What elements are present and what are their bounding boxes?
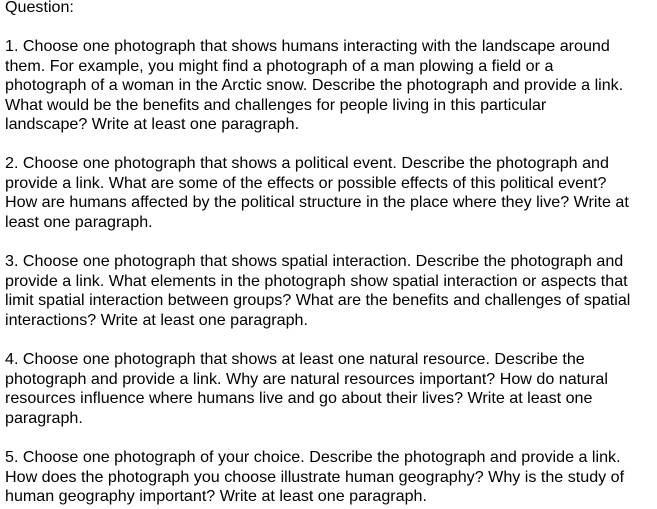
question-line: resources influence where humans live and go about their lives? Write at least one xyxy=(5,389,593,407)
question-line: 1. Choose one photograph that shows humans interacting with the landscape around xyxy=(5,37,610,55)
question-line: them. For example, you might find a photograph of a man plowing a field or a xyxy=(5,56,554,75)
question-line: What would be the benefits and challenges for people living in this particular xyxy=(5,95,547,114)
question-item-5 xyxy=(5,448,657,507)
question-line: How does the photograph you choose illustrate human geography? Why is the study of xyxy=(5,467,625,486)
question-line: limit spatial interaction between groups? What are the benefits and challenges of spatial xyxy=(5,291,631,309)
question-line: provide a link. What are some of the effects or possible effects of this political event? xyxy=(5,173,607,192)
question-line: 2. Choose one photograph that shows a political event. Describe the photograph and xyxy=(5,154,609,172)
question-item-3 xyxy=(5,252,657,330)
question-line: provide a link. What elements in the photograph show spatial interaction or aspects that xyxy=(5,271,628,290)
question-line: interactions? Write at least one paragraph. xyxy=(5,310,308,329)
question-item-1 xyxy=(5,37,657,135)
question-item-2 xyxy=(5,154,657,232)
question-heading: Question: xyxy=(5,0,74,16)
question-line: 3. Choose one photograph that shows spatial interaction. Describe the photograph and xyxy=(5,252,624,270)
question-line: least one paragraph. xyxy=(5,212,153,231)
question-line: landscape? Write at least one paragraph. xyxy=(5,115,300,133)
question-line: 5. Choose one photograph of your choice. Describe the photograph and provide a link. xyxy=(5,448,621,466)
question-line: human geography important? Write at least one paragraph. xyxy=(5,487,427,505)
question-line: How are humans affected by the political structure in the place where they live? Write at xyxy=(5,193,629,211)
question-line: photograph of a woman in the Arctic snow. Describe the photograph and provide a link. xyxy=(5,76,624,94)
question-item-4 xyxy=(5,350,657,428)
question-line: photograph and provide a link. Why are natural resources important? How do natural xyxy=(5,369,608,388)
question-line: paragraph. xyxy=(5,408,83,427)
question-line: 4. Choose one photograph that shows at least one natural resource. Describe the xyxy=(5,350,585,368)
